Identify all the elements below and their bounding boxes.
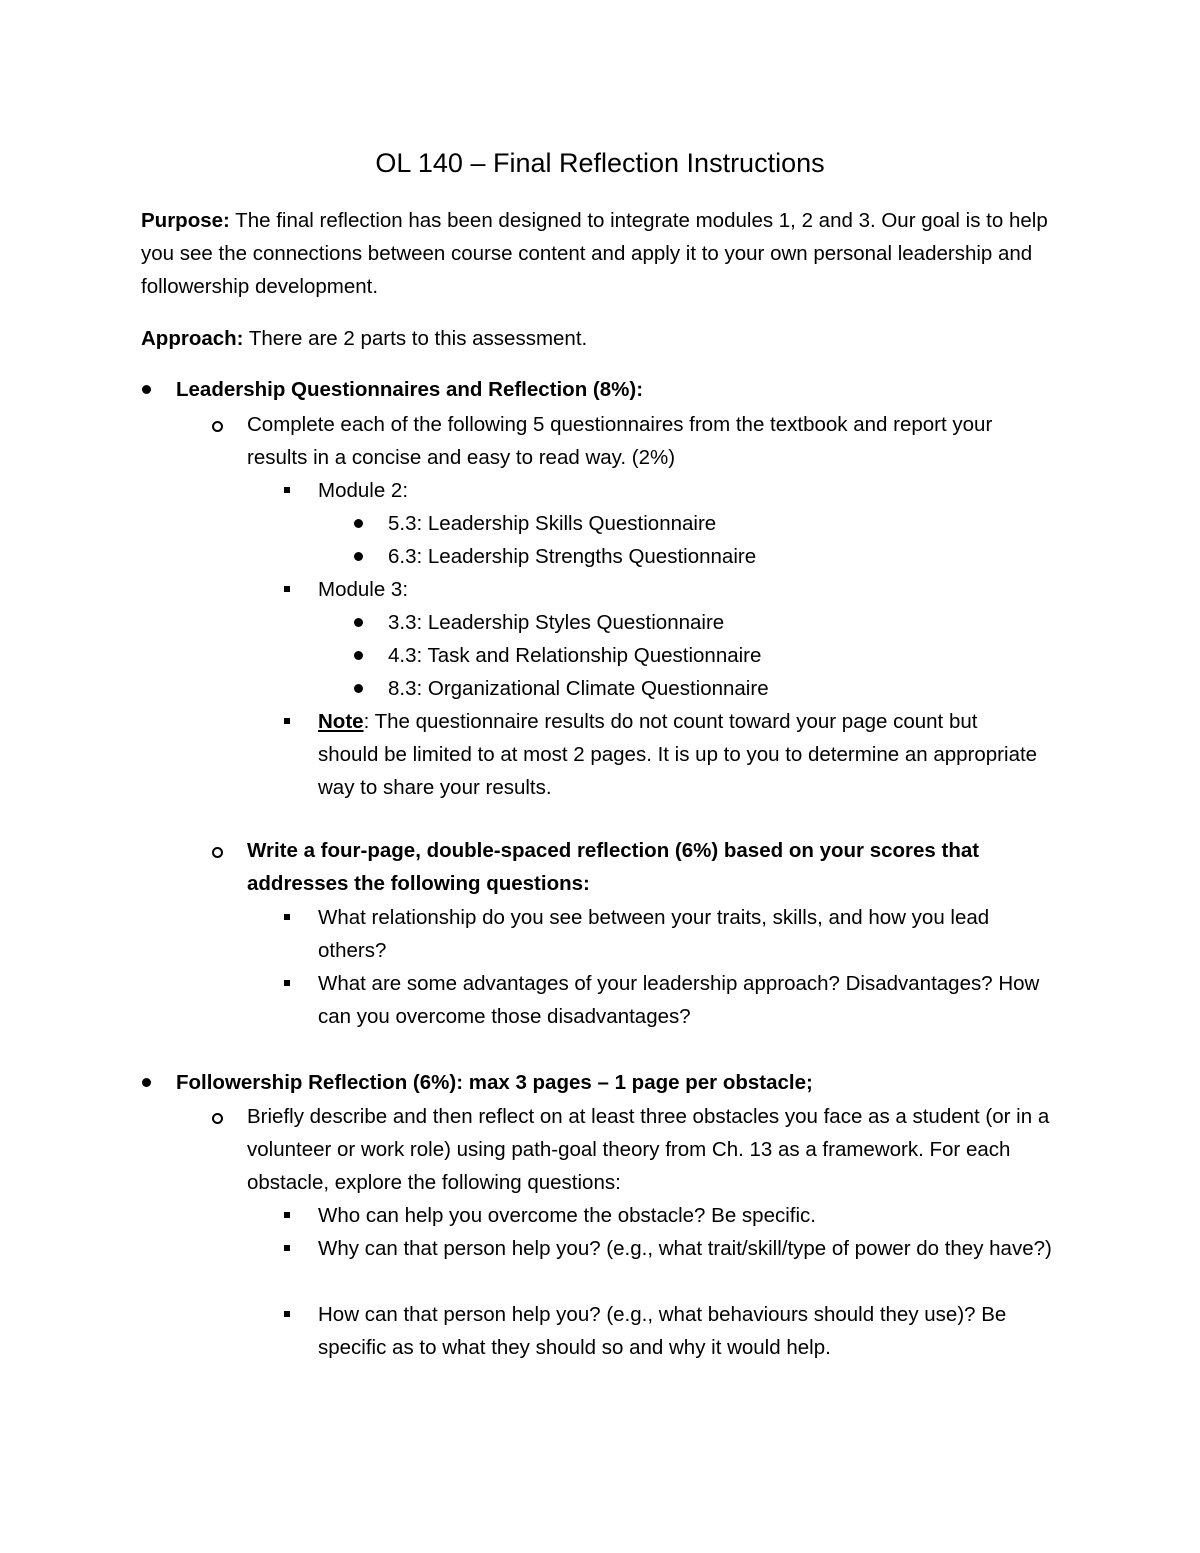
reflection-question: What relationship do you see between your traits, skills, and how you lead others?	[318, 906, 990, 962]
bullet-square-icon	[284, 1212, 290, 1218]
part1-task1: Complete each of the following 5 questionnaires from the textbook and report your results in a concise and easy to read way. (2%)	[247, 413, 993, 469]
followership-question: How can that person help you? (e.g., what behaviours should they use)? Be specific as to what they should so and why it would help.	[318, 1303, 1007, 1359]
purpose-label: Purpose:	[141, 209, 230, 232]
module3-item: 4.3: Task and Relationship Questionnaire	[388, 644, 762, 667]
module3-label: Module 3:	[318, 578, 409, 601]
bullet-square-icon	[284, 980, 290, 986]
module3-item: 8.3: Organizational Climate Questionnaire	[388, 677, 769, 700]
bullet-dot-icon	[142, 1078, 151, 1087]
reflection-question: What are some advantages of your leadership approach? Disadvantages? How can you overcome those disadvantages?	[318, 972, 1040, 1028]
module3-item: 3.3: Leadership Styles Questionnaire	[388, 611, 725, 634]
bullet-square-icon	[284, 718, 290, 724]
part1-task2: Write a four-page, double-spaced reflection (6%) based on your scores that addresses the following questions:	[247, 839, 980, 895]
part2-task: Briefly describe and then reflect on at least three obstacles you face as a student (or in a volunteer or work role) using path-goal theory from Ch. 13 as a framework. For each obstacle, explore the following questions:	[247, 1105, 1050, 1194]
approach-label: Approach:	[141, 327, 244, 350]
module2-label: Module 2:	[318, 479, 409, 502]
followership-question: Why can that person help you? (e.g., what trait/skill/type of power do they have?)	[318, 1237, 1052, 1260]
note-text: : The questionnaire results do not count toward your page count but should be limited to at most 2 pages. It is up to you to determine an appropriate way to share your results.	[318, 710, 1038, 799]
part1-heading: Leadership Questionnaires and Reflection (8%):	[176, 378, 644, 401]
part2-heading: Followership Reflection (6%): max 3 pages – 1 page per obstacle;	[176, 1071, 813, 1094]
page-title: OL 140 – Final Reflection Instructions	[375, 148, 825, 178]
approach-paragraph	[141, 322, 1051, 355]
bullet-dot-icon	[354, 519, 363, 528]
note-paragraph	[318, 705, 1038, 804]
bullet-square-icon	[284, 1311, 290, 1317]
bullet-square-icon	[284, 1245, 290, 1251]
bullet-circle-icon	[212, 421, 223, 432]
bullet-dot-icon	[354, 651, 363, 660]
followership-question: Who can help you overcome the obstacle? Be specific.	[318, 1204, 816, 1227]
purpose-text: The final reflection has been designed to integrate modules 1, 2 and 3. Our goal is to help you see the connections between course content and apply it to your own personal leadership and followership development.	[141, 209, 1048, 298]
approach-text: There are 2 parts to this assessment.	[243, 327, 588, 350]
bullet-square-icon	[284, 914, 290, 920]
bullet-circle-icon	[212, 1113, 223, 1124]
bullet-dot-icon	[354, 618, 363, 627]
bullet-dot-icon	[142, 385, 151, 394]
bullet-square-icon	[284, 586, 290, 592]
module2-item: 5.3: Leadership Skills Questionnaire	[388, 512, 717, 535]
purpose-paragraph	[141, 204, 1051, 303]
note-label: Note	[318, 710, 364, 733]
bullet-dot-icon	[354, 552, 363, 561]
bullet-square-icon	[284, 487, 290, 493]
module2-item: 6.3: Leadership Strengths Questionnaire	[388, 545, 757, 568]
bullet-dot-icon	[354, 684, 363, 693]
bullet-circle-icon	[212, 847, 223, 858]
